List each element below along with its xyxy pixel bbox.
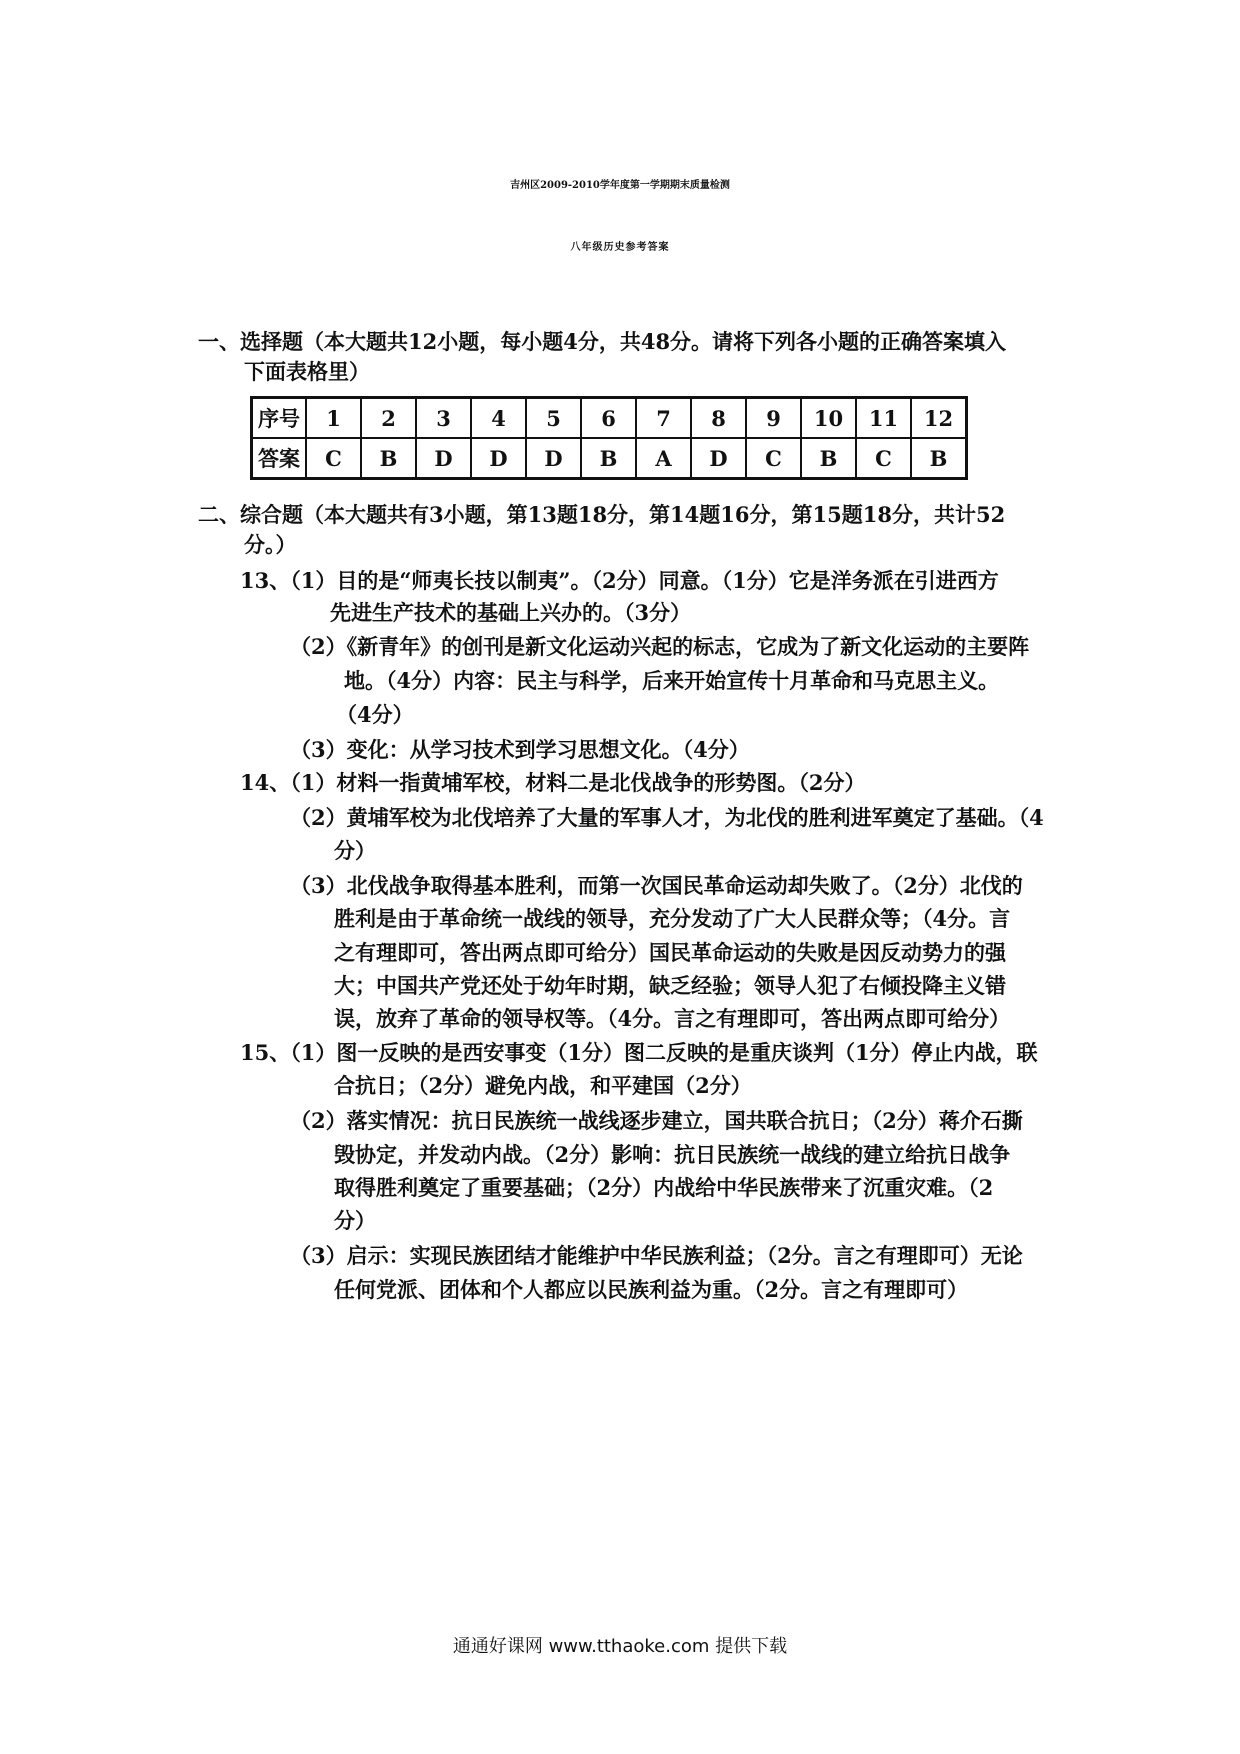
q14-part3-line: （3）北伐战争取得基本胜利，而第一次国民革命运动却失败了。（2分）北伐的 (290, 873, 1023, 898)
table-row-answers (252, 438, 967, 479)
q15-part2-line: （2）落实情况：抗日民族统一战线逐步建立，国共联合抗日；（2分）蒋介石撕 (290, 1108, 1023, 1133)
q13-part1-line: 13、（1）目的是“师夷长技以制夷”。（2分）同意。（1分）它是洋务派在引进西方 (240, 568, 999, 593)
table-answer-label: 答案 (252, 438, 307, 479)
section1-heading: 一、选择题（本大题共12小题，每小题4分，共48分。请将下列各小题的正确答案填入 (198, 329, 1007, 354)
table-cell: 12 (911, 398, 967, 439)
q14-part3-line: 之有理即可，答出两点即可给分）国民革命运动的失败是因反动势力的强 (334, 940, 1006, 965)
q14-part3-line: 误，放弃了革命的领导权等。（4分。言之有理即可，答出两点即可给分） (334, 1006, 1011, 1031)
table-cell: A (636, 438, 691, 479)
q15-part2-line: 分） (334, 1208, 376, 1233)
table-cell: D (691, 438, 746, 479)
table-cell: 8 (691, 398, 746, 439)
q15-part1-line: 15、（1）图一反映的是西安事变（1分）图二反映的是重庆谈判（1分）停止内战，联 (240, 1040, 1038, 1065)
q14-part3-line: 胜利是由于革命统一战线的领导，充分发动了广大人民群众等；（4分。言 (334, 906, 1011, 931)
table-cell: D (471, 438, 526, 479)
q14-part2-line: 分） (334, 838, 376, 863)
table-cell: 9 (746, 398, 801, 439)
table-cell: 3 (416, 398, 471, 439)
q14-part3-line: 大；中国共产党还处于幼年时期，缺乏经验；领导人犯了右倾投降主义错 (334, 973, 1006, 998)
q13-part2-line: （4分） (336, 702, 414, 727)
q13-part3-line: （3）变化：从学习技术到学习思想文化。（4分） (290, 737, 750, 762)
section2-heading-cont: 分。） (244, 532, 297, 557)
q15-part3-line: 任何党派、团体和个人都应以民族利益为重。（2分。言之有理即可） (334, 1277, 969, 1302)
table-cell: C (306, 438, 361, 479)
table-cell: B (801, 438, 856, 479)
table-cell: C (746, 438, 801, 479)
q14-part2-line: （2）黄埔军校为北伐培养了大量的军事人才，为北伐的胜利进军奠定了基础。（4 (290, 805, 1044, 830)
document-subtitle: 八年级历史参考答案 (570, 242, 670, 253)
q13-part2-line: 地。（4分）内容：民主与科学，后来开始宣传十月革命和马克思主义。 (344, 668, 1000, 693)
table-cell: 7 (636, 398, 691, 439)
footer-credit: 通通好课网 www.tthaoke.com 提供下载 (452, 1636, 788, 1657)
q14-part1-line: 14、（1）材料一指黄埔军校，材料二是北伐战争的形势图。（2分） (240, 770, 866, 795)
document-title: 吉州区2009-2010学年度第一学期期末质量检测 (510, 180, 730, 191)
q15-part2-line: 取得胜利奠定了重要基础；（2分）内战给中华民族带来了沉重灾难。（2 (334, 1175, 994, 1200)
table-header-label: 序号 (252, 398, 307, 439)
table-cell: D (416, 438, 471, 479)
q13-part1-line: 先进生产技术的基础上兴办的。（3分） (330, 600, 692, 625)
table-row-numbers (252, 398, 967, 439)
table-cell: 10 (801, 398, 856, 439)
table-cell: 6 (581, 398, 636, 439)
q15-part2-line: 毁协定，并发动内战。（2分）影响：抗日民族统一战线的建立给抗日战争 (334, 1142, 1011, 1167)
q15-part3-line: （3）启示：实现民族团结才能维护中华民族利益；（2分。言之有理即可）无论 (290, 1243, 1023, 1268)
table-cell: 1 (306, 398, 361, 439)
table-cell: B (361, 438, 416, 479)
table-cell: C (856, 438, 911, 479)
section2-heading: 二、综合题（本大题共有3小题，第13题18分，第14题16分，第15题18分，共计52 (198, 502, 1006, 527)
table-cell: B (911, 438, 967, 479)
answer-table (250, 396, 968, 480)
section1-heading-cont: 下面表格里） (244, 359, 370, 384)
table-cell: 4 (471, 398, 526, 439)
table-cell: 2 (361, 398, 416, 439)
q15-part1-line: 合抗日；（2分）避免内战，和平建国（2分） (334, 1073, 752, 1098)
table-cell: B (581, 438, 636, 479)
table-cell: 5 (526, 398, 581, 439)
q13-part2-line: （2）《新青年》的创刊是新文化运动兴起的标志，它成为了新文化运动的主要阵 (290, 634, 1030, 659)
table-cell: 11 (856, 398, 911, 439)
table-cell: D (526, 438, 581, 479)
